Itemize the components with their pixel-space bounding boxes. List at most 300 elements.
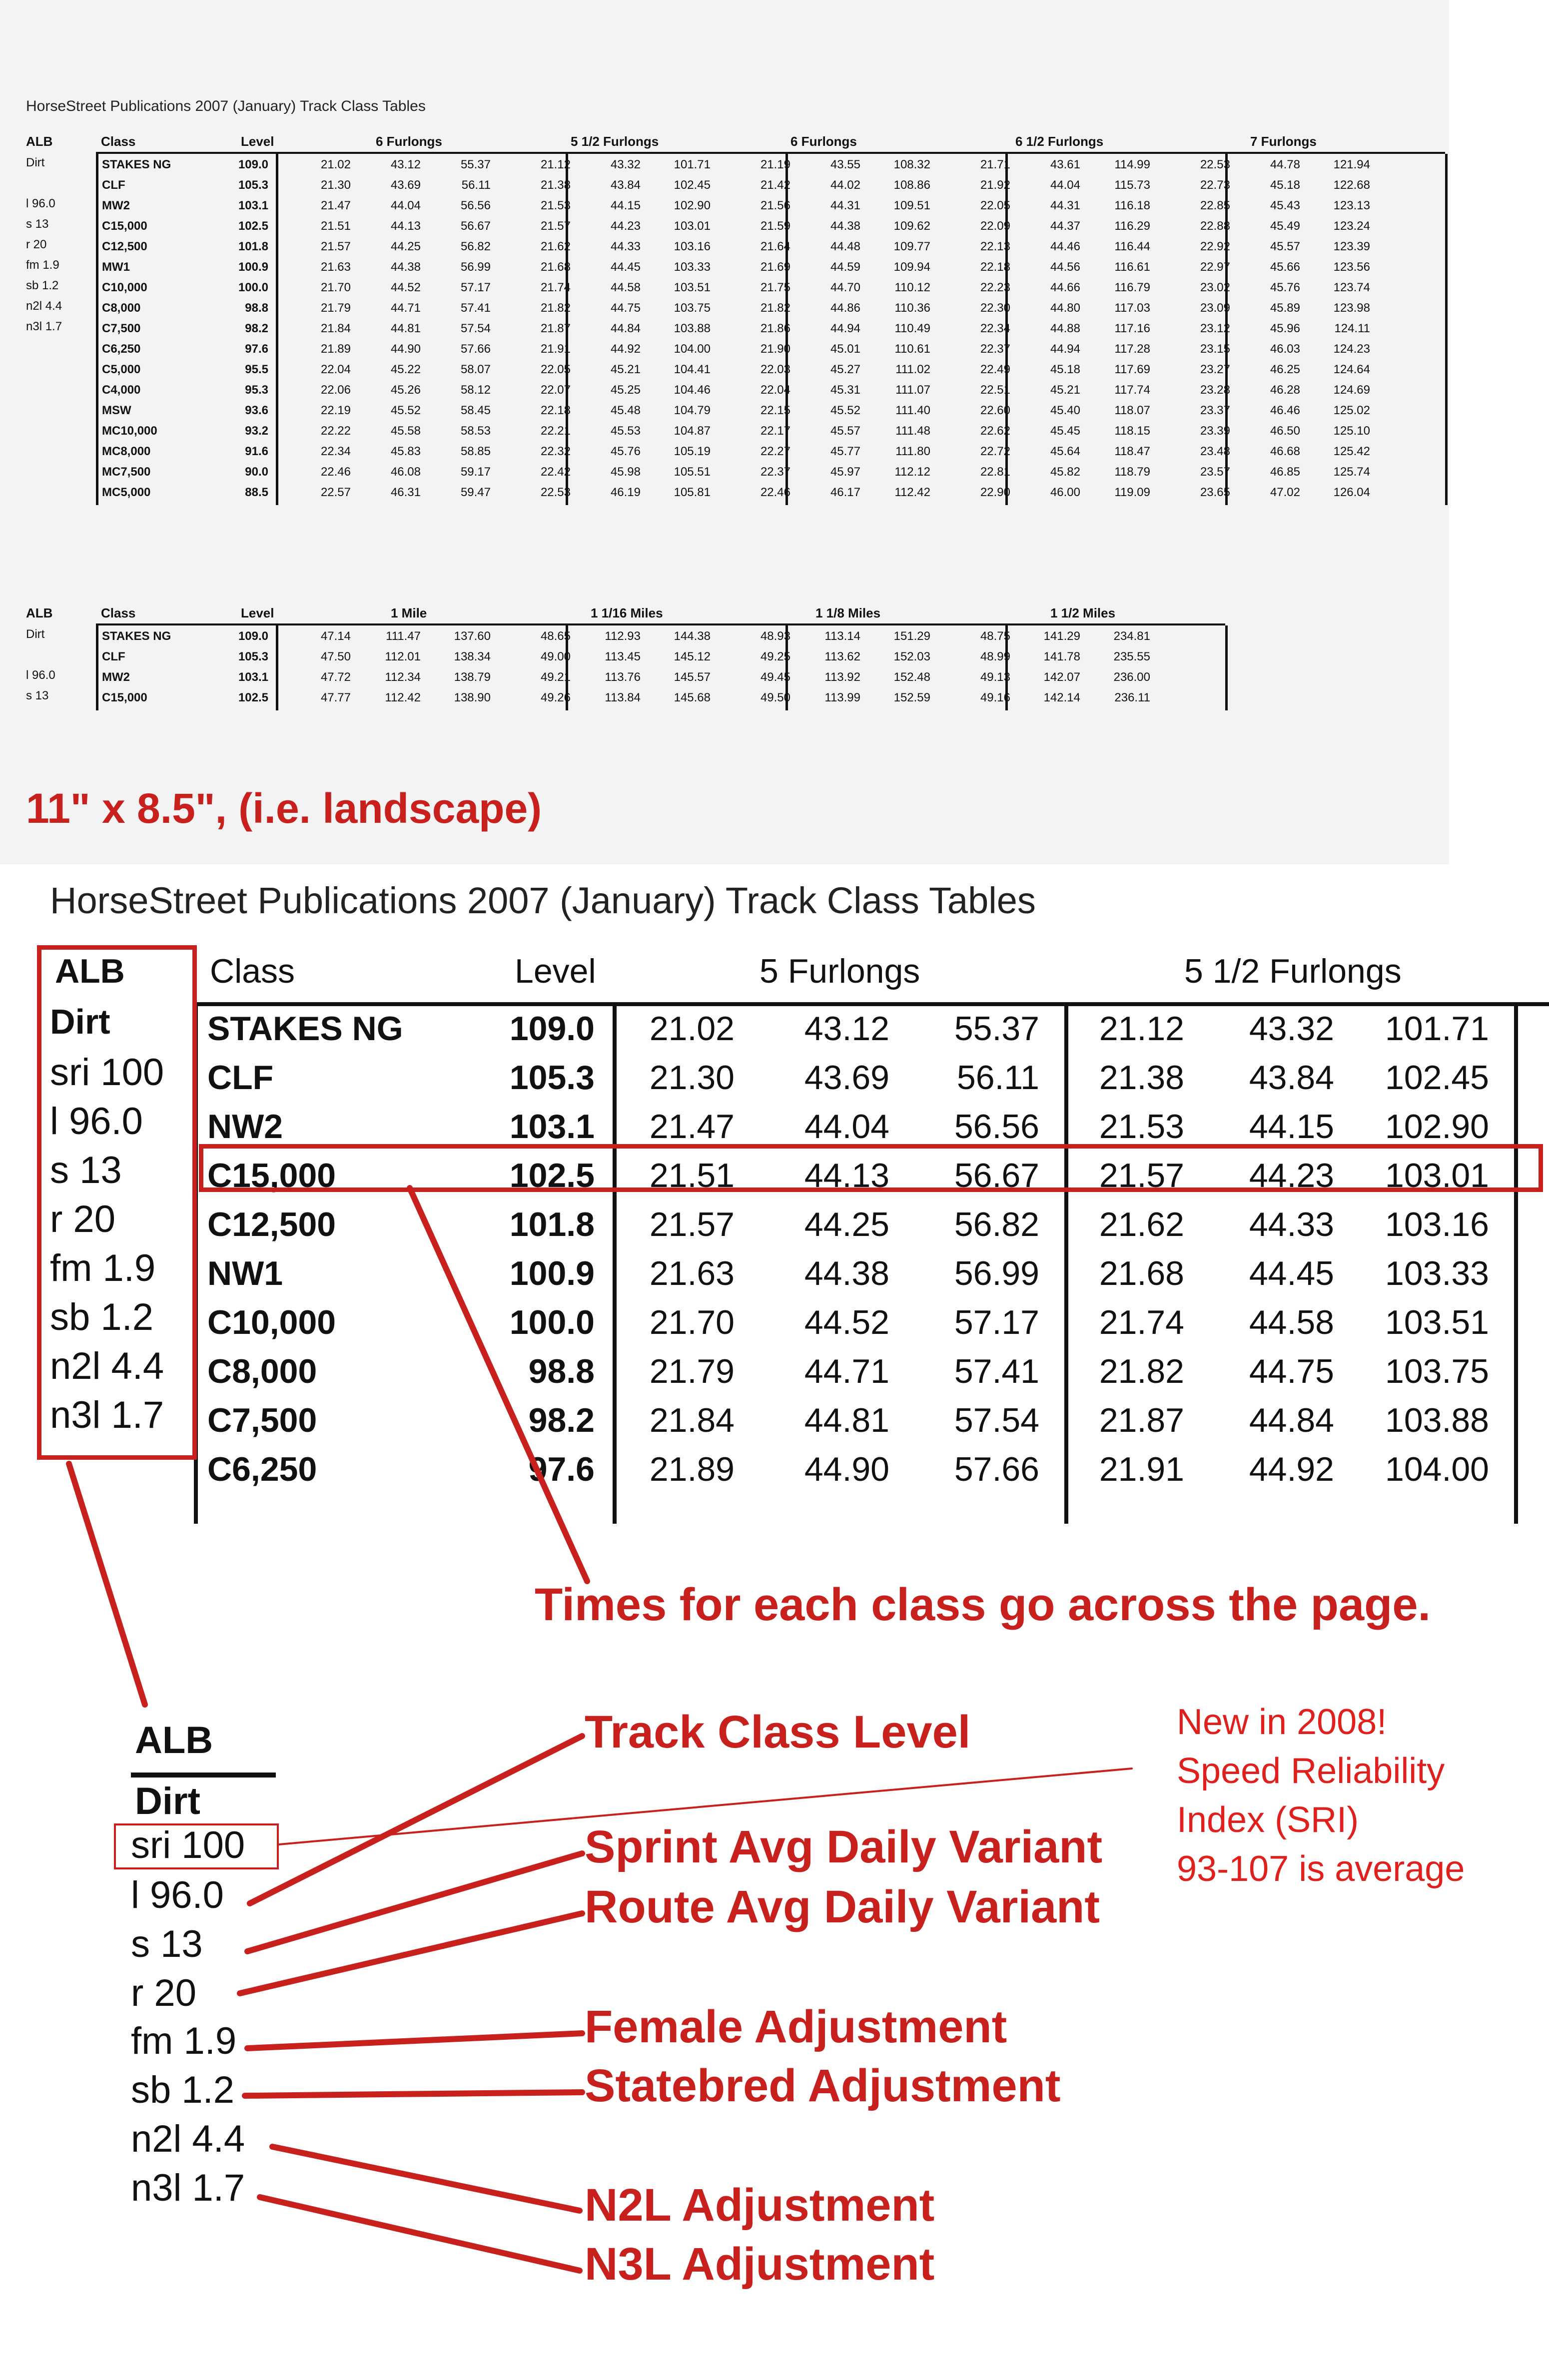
mini-time: 47.14 (320, 629, 351, 643)
mini-class: STAKES NG (102, 158, 171, 171)
mini-time: 23.09 (1200, 301, 1230, 315)
zoom-time: 21.84 (649, 1401, 735, 1439)
header-class: Class (210, 952, 295, 990)
mini-time: 44.92 (610, 342, 641, 356)
zoom-time: 101.71 (1385, 1010, 1489, 1048)
mini-time: 45.45 (1050, 424, 1080, 438)
zoom-time: 21.53 (1099, 1108, 1184, 1146)
mini-time: 118.15 (1114, 424, 1150, 438)
mini-time: 45.52 (830, 404, 860, 417)
mini-time: 44.33 (610, 240, 641, 253)
mini-time: 45.25 (610, 383, 641, 397)
mini-level: 93.6 (245, 404, 268, 417)
zoom-time: 21.30 (649, 1059, 735, 1097)
zoom-time: 104.00 (1385, 1450, 1489, 1488)
mini-time: 117.16 (1114, 322, 1150, 335)
mini-side-value: s 13 (26, 217, 49, 231)
mini-time: 45.26 (390, 383, 421, 397)
mini-time: 23.65 (1200, 486, 1230, 499)
mini-time: 45.76 (610, 445, 641, 458)
legend-item: sri 100 (131, 1824, 245, 1866)
mini-side-value: n2l 4.4 (26, 299, 62, 313)
mini-time: 45.58 (390, 424, 421, 438)
callout-sprint (247, 1853, 582, 1951)
zoom-time: 44.33 (1249, 1205, 1334, 1243)
zoom-time: 44.84 (1249, 1401, 1334, 1439)
mini-time: 102.45 (674, 178, 711, 192)
mini-time: 108.86 (893, 178, 930, 192)
zoom-time: 44.81 (804, 1401, 889, 1439)
mini-time: 22.13 (980, 240, 1010, 253)
zoom-time: 21.89 (649, 1450, 735, 1488)
mini-time: 45.43 (1270, 199, 1300, 212)
mini-time: 49.16 (980, 691, 1010, 704)
mini-time: 21.91 (540, 342, 571, 356)
mini-time: 22.19 (320, 404, 351, 417)
mini-time: 142.07 (1043, 670, 1080, 684)
mini-time: 22.15 (760, 404, 790, 417)
mini-time: 46.31 (390, 486, 421, 499)
mini-level: 102.5 (238, 219, 268, 233)
zoom-class: C10,000 (207, 1303, 336, 1341)
zoom-class: NW1 (207, 1254, 283, 1292)
mini-time: 22.60 (980, 404, 1010, 417)
mini-time: 21.70 (320, 281, 351, 294)
mini-time: 21.68 (540, 260, 571, 274)
mini-time: 103.16 (674, 240, 711, 253)
mini-time: 23.39 (1200, 424, 1230, 438)
mini-time: 21.63 (320, 260, 351, 274)
mini-time: 22.53 (540, 486, 571, 499)
zoom-time: 103.75 (1385, 1352, 1489, 1390)
mini-header: Level (241, 134, 274, 149)
mini-time: 22.81 (980, 465, 1010, 479)
zoom-time: 103.16 (1385, 1205, 1489, 1243)
mini-time: 48.93 (760, 629, 790, 643)
zoom-time: 21.70 (649, 1303, 735, 1341)
mini-header: ALB (26, 134, 53, 149)
zoom-time: 44.58 (1249, 1303, 1334, 1341)
mini-time: 22.62 (980, 424, 1010, 438)
mini-side-value: Dirt (26, 627, 45, 641)
mini-time: 22.90 (980, 486, 1010, 499)
legend-item: n2l 4.4 (131, 2118, 245, 2160)
mini-time: 123.39 (1333, 240, 1370, 253)
mini-time: 44.80 (1050, 301, 1080, 315)
mini-time: 22.85 (1200, 199, 1230, 212)
mini-time: 58.85 (460, 445, 491, 458)
mini-time: 115.73 (1114, 178, 1150, 192)
mini-time: 23.02 (1200, 281, 1230, 294)
mini-time: 21.84 (320, 322, 351, 335)
mini-class: MC10,000 (102, 424, 157, 438)
mini-time: 21.82 (540, 301, 571, 315)
mini-time: 44.52 (390, 281, 421, 294)
mini-time: 112.42 (385, 691, 421, 704)
mini-time: 21.69 (760, 260, 790, 274)
mini-time: 110.61 (894, 342, 930, 356)
mini-time: 48.99 (980, 650, 1010, 663)
mini-time: 57.66 (460, 342, 491, 356)
zoom-time: 103.33 (1385, 1254, 1489, 1292)
mini-time: 145.12 (674, 650, 711, 663)
mini-time: 45.97 (830, 465, 860, 479)
mini-time: 58.12 (460, 383, 491, 397)
legend-surface: Dirt (135, 1780, 200, 1822)
zoom-time: 56.11 (956, 1059, 1039, 1097)
mini-time: 116.18 (1114, 199, 1150, 212)
mini-time: 21.79 (320, 301, 351, 315)
legend-track: ALB (135, 1719, 213, 1762)
mini-time: 46.03 (1270, 342, 1300, 356)
mini-time: 46.68 (1270, 445, 1300, 458)
mini-time: 44.84 (610, 322, 641, 335)
mini-time: 44.71 (390, 301, 421, 315)
mini-header: 1 1/8 Miles (815, 605, 881, 620)
header-5-5-furlongs: 5 1/2 Furlongs (1184, 952, 1402, 990)
mini-time: 124.23 (1333, 342, 1370, 356)
mini-time: 152.03 (893, 650, 930, 663)
mini-time: 116.79 (1114, 281, 1150, 294)
mini-time: 21.71 (980, 158, 1010, 171)
mini-time: 44.94 (830, 322, 860, 335)
mini-time: 45.57 (830, 424, 860, 438)
mini-time: 44.59 (830, 260, 860, 274)
mini-class: MSW (102, 404, 131, 417)
mini-time: 44.66 (1050, 281, 1080, 294)
mini-time: 123.24 (1333, 219, 1370, 233)
mini-time: 22.18 (980, 260, 1010, 274)
mini-time: 44.88 (1050, 322, 1080, 335)
mini-time: 125.10 (1333, 424, 1370, 438)
mini-time: 117.69 (1114, 363, 1150, 376)
mini-time: 43.12 (390, 158, 421, 171)
mini-time: 23.27 (1200, 363, 1230, 376)
mini-time: 23.48 (1200, 445, 1230, 458)
sri-note-line: Index (SRI) (1177, 1800, 1359, 1840)
mini-time: 47.72 (320, 670, 351, 684)
zoom-time: 21.87 (1099, 1401, 1184, 1439)
mini-time: 109.94 (893, 260, 930, 274)
mini-time: 22.04 (320, 363, 351, 376)
zoom-side-value: fm 1.9 (50, 1247, 156, 1289)
mini-time: 57.54 (460, 322, 491, 335)
zoom-level: 105.3 (509, 1059, 595, 1097)
mini-time: 21.75 (760, 281, 790, 294)
callout-sri (279, 1769, 1132, 1844)
mini-time: 116.61 (1114, 260, 1150, 274)
mini-class: MW1 (102, 260, 130, 274)
mini-time: 22.57 (320, 486, 351, 499)
mini-time: 22.07 (540, 383, 571, 397)
mini-time: 22.51 (980, 383, 1010, 397)
mini-header: 1 1/16 Miles (591, 605, 663, 620)
label-n3l-adjustment: N3L Adjustment (585, 2239, 935, 2290)
mini-time: 22.88 (1200, 219, 1230, 233)
mini-level: 102.5 (238, 691, 268, 704)
mini-time: 23.15 (1200, 342, 1230, 356)
callout-female (247, 2033, 582, 2048)
mini-time: 22.05 (540, 363, 571, 376)
zoom-time: 43.69 (804, 1059, 889, 1097)
mini-time: 23.28 (1200, 383, 1230, 397)
mini-time: 22.34 (980, 322, 1010, 335)
mini-time: 56.82 (460, 240, 491, 253)
mini-time: 47.77 (320, 691, 351, 704)
label-n2l-adjustment: N2L Adjustment (585, 2180, 935, 2231)
zoom-time: 21.47 (649, 1108, 735, 1146)
mini-time: 152.48 (893, 670, 930, 684)
zoom-side-value: s 13 (50, 1149, 122, 1191)
mini-level: 97.6 (245, 342, 268, 356)
mini-time: 126.04 (1333, 486, 1370, 499)
zoom-time: 43.12 (804, 1010, 889, 1048)
zoom-time: 21.68 (1099, 1254, 1184, 1292)
mini-class: C10,000 (102, 281, 147, 294)
mini-time: 21.57 (540, 219, 571, 233)
mini-time: 44.45 (610, 260, 641, 274)
mini-time: 44.04 (390, 199, 421, 212)
mini-time: 22.97 (1200, 260, 1230, 274)
mini-time: 44.02 (830, 178, 860, 192)
mini-time: 46.19 (610, 486, 641, 499)
zoom-time: 44.52 (804, 1303, 889, 1341)
zoom-time: 21.74 (1099, 1303, 1184, 1341)
zoom-class: STAKES NG (207, 1010, 403, 1048)
mini-time: 111.47 (386, 629, 421, 643)
zoom-title: HorseStreet Publications 2007 (January) Track Class Tables (50, 880, 1036, 921)
mini-time: 117.74 (1114, 383, 1150, 397)
mini-time: 103.51 (674, 281, 711, 294)
mini-time: 45.49 (1270, 219, 1300, 233)
mini-time: 142.14 (1043, 691, 1080, 704)
label-route-variant: Route Avg Daily Variant (585, 1881, 1100, 1932)
mini-time: 110.36 (894, 301, 930, 315)
mini-time: 48.75 (980, 629, 1010, 643)
mini-time: 59.47 (460, 486, 491, 499)
mini-time: 117.28 (1114, 342, 1150, 356)
callout-row (410, 1188, 587, 1581)
sri-note-line: New in 2008! (1177, 1702, 1387, 1742)
mini-time: 111.80 (895, 445, 930, 458)
mini-class: C15,000 (102, 219, 147, 233)
mini-time: 112.42 (894, 486, 930, 499)
mini-time: 22.53 (1200, 158, 1230, 171)
mini-side-value: l 96.0 (26, 197, 55, 210)
mini-time: 44.31 (830, 199, 860, 212)
mini-time: 21.87 (540, 322, 571, 335)
zoom-time: 102.45 (1385, 1059, 1489, 1097)
mini-time: 22.46 (320, 465, 351, 479)
mini-time: 46.46 (1270, 404, 1300, 417)
zoom-time: 21.62 (1099, 1205, 1184, 1243)
mini-header: Class (101, 134, 136, 149)
zoom-time: 57.54 (954, 1401, 1039, 1439)
mini-class: MC8,000 (102, 445, 151, 458)
mini-time: 104.46 (674, 383, 711, 397)
mini-time: 21.92 (980, 178, 1010, 192)
mini-time: 44.81 (390, 322, 421, 335)
mini-header: 1 1/2 Miles (1050, 605, 1116, 620)
zoom-time: 55.37 (954, 1010, 1039, 1048)
mini-time: 49.25 (760, 650, 790, 663)
mini-time: 113.76 (605, 670, 641, 684)
zoom-time: 57.66 (954, 1450, 1039, 1488)
mini-time: 235.55 (1113, 650, 1150, 663)
mini-time: 49.45 (760, 670, 790, 684)
mini-time: 45.98 (610, 465, 641, 479)
mini-time: 44.15 (610, 199, 641, 212)
mini-time: 49.50 (760, 691, 790, 704)
mini-time: 43.55 (830, 158, 860, 171)
mini-class: CLF (102, 178, 125, 192)
callout-n3l (260, 2197, 580, 2271)
mini-time: 57.41 (460, 301, 491, 315)
mini-time: 118.79 (1114, 465, 1150, 479)
mini-time: 23.12 (1200, 322, 1230, 335)
mini-time: 103.75 (674, 301, 711, 315)
mini-time: 58.53 (460, 424, 491, 438)
mini-time: 236.00 (1113, 670, 1150, 684)
zoom-time: 44.45 (1249, 1254, 1334, 1292)
mini-side-value: s 13 (26, 689, 49, 702)
mini-time: 22.73 (1200, 178, 1230, 192)
zoom-time: 56.82 (954, 1205, 1039, 1243)
mini-class: MW2 (102, 199, 130, 212)
mini-time: 104.79 (674, 404, 711, 417)
mini-time: 113.45 (605, 650, 641, 663)
mini-time: 44.46 (1050, 240, 1080, 253)
zoom-time: 56.99 (954, 1254, 1039, 1292)
zoom-time: 44.38 (804, 1254, 889, 1292)
zoom-time: 44.04 (804, 1108, 889, 1146)
zoom-time: 21.38 (1099, 1059, 1184, 1097)
mini-time: 138.79 (454, 670, 491, 684)
mini-time: 22.03 (760, 363, 790, 376)
zoom-time: 43.32 (1249, 1010, 1334, 1048)
zoom-level: 101.8 (509, 1205, 595, 1243)
mini-time: 112.93 (605, 629, 641, 643)
mini-time: 44.23 (610, 219, 641, 233)
mini-time: 101.71 (674, 158, 711, 171)
mini-time: 152.59 (893, 691, 930, 704)
zoom-time: 56.67 (954, 1157, 1039, 1194)
mini-time: 46.50 (1270, 424, 1300, 438)
mini-time: 45.52 (390, 404, 421, 417)
mini-time: 103.33 (674, 260, 711, 274)
mini-time: 22.32 (540, 445, 571, 458)
mini-time: 108.32 (893, 158, 930, 171)
zoom-time: 44.25 (804, 1205, 889, 1243)
mini-class: C7,500 (102, 322, 141, 335)
mini-time: 111.02 (895, 363, 930, 376)
mini-time: 21.38 (540, 178, 571, 192)
header-track: ALB (55, 952, 125, 990)
legend-item: r 20 (131, 1972, 196, 2014)
mini-level: 98.2 (245, 322, 268, 335)
mini-time: 125.42 (1333, 445, 1370, 458)
mini-time: 44.31 (1050, 199, 1080, 212)
zoom-side-value: Dirt (50, 1002, 110, 1041)
mini-time: 21.47 (320, 199, 351, 212)
mini-time: 102.90 (674, 199, 711, 212)
mini-time: 45.76 (1270, 281, 1300, 294)
mini-time: 145.68 (674, 691, 711, 704)
mini-level: 95.3 (245, 383, 268, 397)
mini-time: 113.14 (824, 629, 860, 643)
mini-time: 46.08 (390, 465, 421, 479)
mini-time: 58.45 (460, 404, 491, 417)
zoom-level: 109.0 (509, 1010, 595, 1048)
mini-time: 109.62 (893, 219, 930, 233)
mini-time: 125.02 (1333, 404, 1370, 417)
mini-time: 22.04 (760, 383, 790, 397)
mini-time: 105.19 (674, 445, 711, 458)
zoom-level: 97.6 (528, 1450, 595, 1488)
zoom-time: 44.75 (1249, 1352, 1334, 1390)
mini-time: 45.22 (390, 363, 421, 376)
mini-time: 21.42 (760, 178, 790, 192)
format-note: 11" x 8.5", (i.e. landscape) (26, 785, 542, 832)
mini-time: 45.82 (1050, 465, 1080, 479)
callout-route (240, 1913, 582, 1993)
mini-time: 21.82 (760, 301, 790, 315)
mini-time: 49.13 (980, 670, 1010, 684)
callout-level (250, 1736, 582, 1903)
mini-time: 22.42 (540, 465, 571, 479)
mini-class: C12,500 (102, 240, 147, 253)
mini-time: 44.38 (390, 260, 421, 274)
mini-time: 113.99 (824, 691, 860, 704)
mini-time: 234.81 (1113, 629, 1150, 643)
mini-header: Level (241, 605, 274, 620)
mini-time: 22.72 (980, 445, 1010, 458)
mini-level: 88.5 (245, 486, 268, 499)
mini-time: 56.67 (460, 219, 491, 233)
zoom-time: 57.17 (954, 1303, 1039, 1341)
mini-time: 21.64 (760, 240, 790, 253)
zoom-time: 44.71 (804, 1352, 889, 1390)
mini-time: 236.11 (1114, 691, 1150, 704)
mini-time: 45.48 (610, 404, 641, 417)
mini-time: 56.56 (460, 199, 491, 212)
mini-class: MC5,000 (102, 486, 151, 499)
mini-time: 21.02 (320, 158, 351, 171)
mini-time: 44.25 (390, 240, 421, 253)
mini-time: 138.34 (454, 650, 491, 663)
mini-time: 22.34 (320, 445, 351, 458)
mini-class: C5,000 (102, 363, 141, 376)
mini-time: 22.37 (760, 465, 790, 479)
mini-time: 45.01 (830, 342, 860, 356)
mini-header: 7 Furlongs (1250, 134, 1317, 149)
mini-time: 44.48 (830, 240, 860, 253)
zoom-time: 21.12 (1099, 1010, 1184, 1048)
mini-time: 141.78 (1043, 650, 1080, 663)
mini-level: 101.8 (238, 240, 268, 253)
mini-header: 6 Furlongs (790, 134, 857, 149)
zoom-time: 44.15 (1249, 1108, 1334, 1146)
zoom-level: 103.1 (509, 1108, 595, 1146)
zoom-side-value: sb 1.2 (50, 1296, 154, 1338)
mini-time: 121.94 (1333, 158, 1370, 171)
zoom-level: 98.8 (528, 1352, 595, 1390)
label-statebred-adjustment: Statebred Adjustment (585, 2060, 1061, 2111)
mini-time: 22.23 (980, 281, 1010, 294)
mini-time: 123.74 (1333, 281, 1370, 294)
mini-time: 23.37 (1200, 404, 1230, 417)
mini-time: 105.51 (674, 465, 711, 479)
